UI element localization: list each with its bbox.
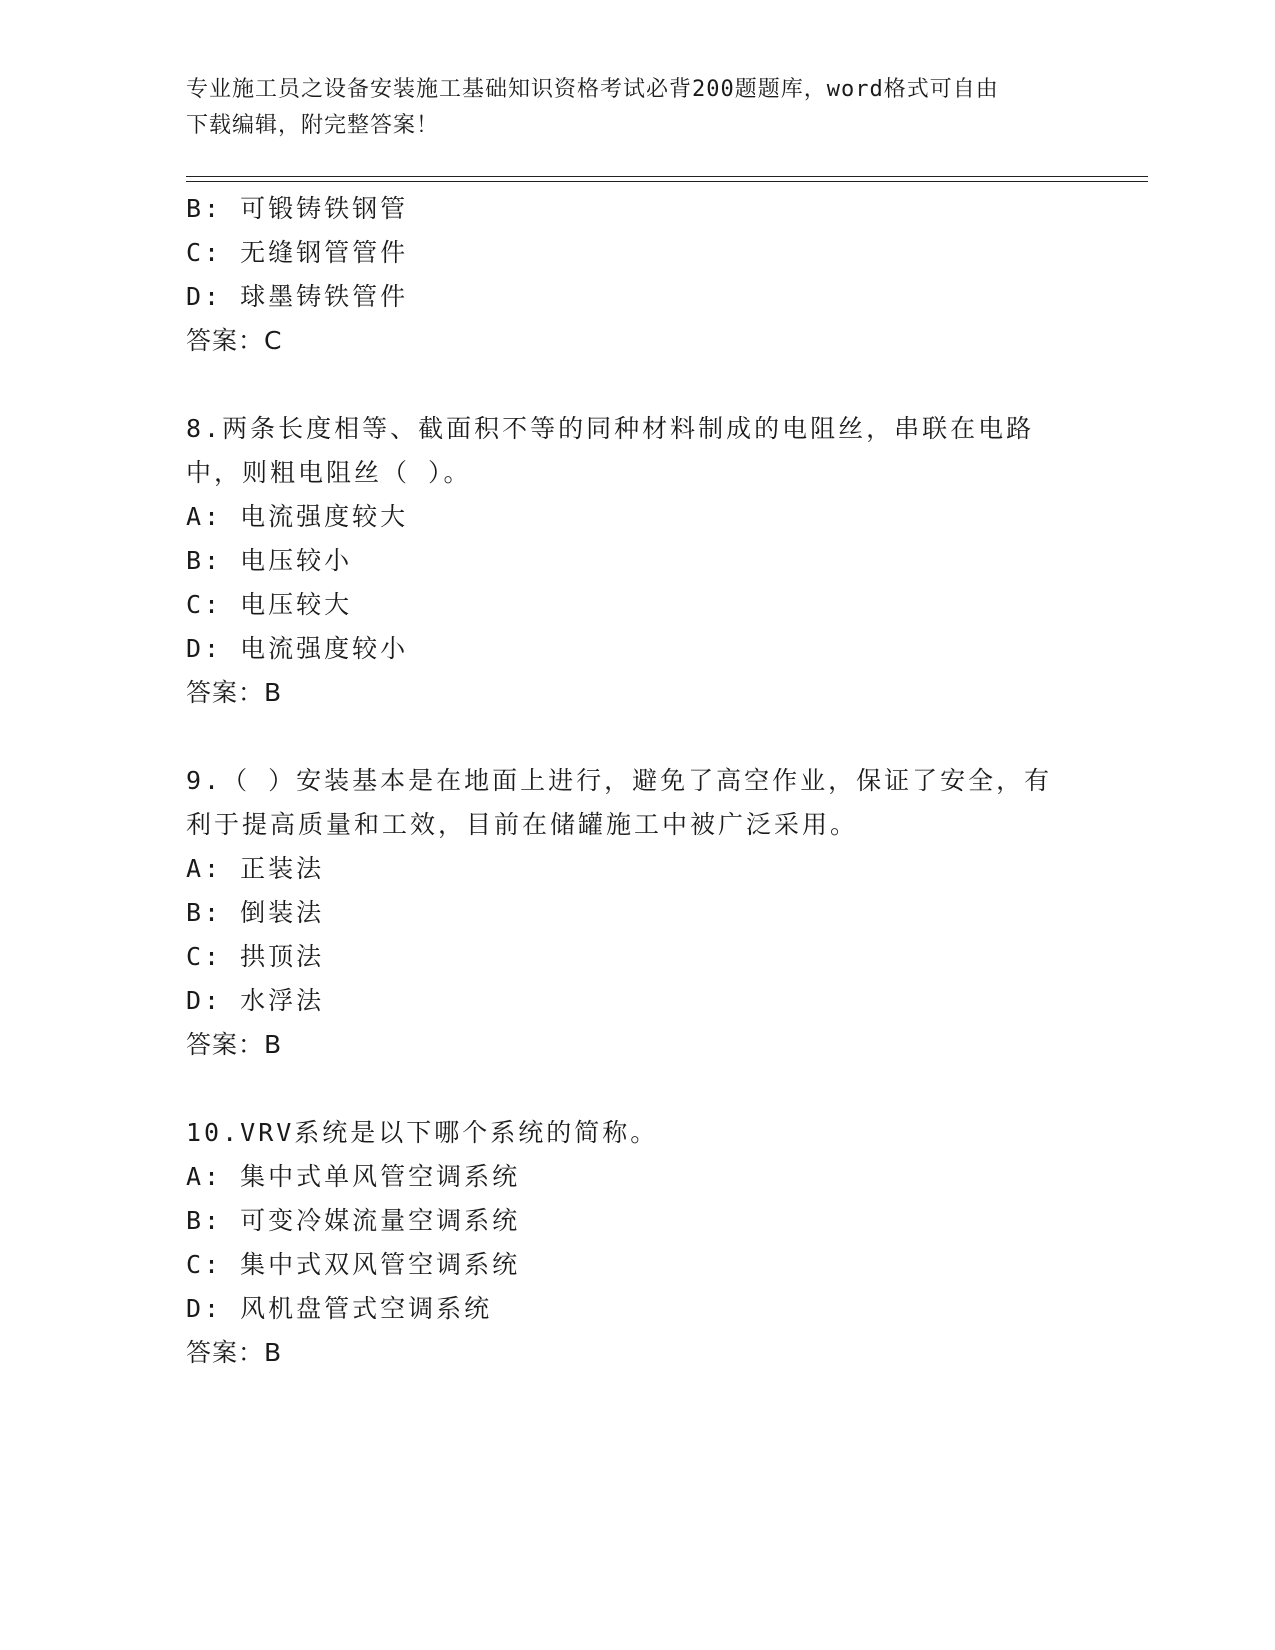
q8-answer: 答案：B — [186, 678, 283, 707]
q9-option-c: C: 拱顶法 — [186, 942, 325, 971]
q8-option-a: A: 电流强度较大 — [186, 502, 409, 531]
q8-stem-line-1: 8.两条长度相等、截面积不等的同种材料制成的电阻丝，串联在电路 — [186, 414, 1035, 443]
q9-stem-line-2: 利于提高质量和工效，目前在储罐施工中被广泛采用。 — [186, 810, 859, 839]
q10-option-b: B: 可变冷媒流量空调系统 — [186, 1206, 521, 1235]
q8-option-b: B: 电压较小 — [186, 546, 353, 575]
q8-option-c: C: 电压较大 — [186, 590, 353, 619]
q9-stem-line-1: 9.（ ）安装基本是在地面上进行，避免了高空作业，保证了安全，有 — [186, 766, 1053, 795]
q8-stem-line-2: 中，则粗电阻丝（ ）。 — [186, 458, 472, 487]
q9-option-d: D: 水浮法 — [186, 986, 325, 1015]
document-header — [186, 72, 1066, 144]
q10-stem: 10.VRV系统是以下哪个系统的简称。 — [186, 1118, 659, 1147]
q7-option-c: C: 无缝钢管管件 — [186, 238, 409, 267]
q10-option-d: D: 风机盘管式空调系统 — [186, 1294, 493, 1323]
q7-option-b: B: 可锻铸铁钢管 — [186, 194, 409, 223]
header-line-2: 下载编辑，附完整答案！ — [186, 113, 440, 138]
q7-answer: 答案：C — [186, 326, 283, 355]
header-line-1: 专业施工员之设备安装施工基础知识资格考试必背200题题库，word格式可自由 — [186, 77, 999, 102]
q9-option-b: B: 倒装法 — [186, 898, 325, 927]
q8-option-d: D: 电流强度较小 — [186, 634, 409, 663]
header-divider-top — [186, 176, 1148, 177]
q9-answer: 答案：B — [186, 1030, 283, 1059]
q9-option-a: A: 正装法 — [186, 854, 325, 883]
q10-option-a: A: 集中式单风管空调系统 — [186, 1162, 521, 1191]
q7-option-d: D: 球墨铸铁管件 — [186, 282, 409, 311]
header-divider-bottom — [186, 181, 1148, 182]
q10-answer: 答案：B — [186, 1338, 283, 1367]
q10-option-c: C: 集中式双风管空调系统 — [186, 1250, 521, 1279]
